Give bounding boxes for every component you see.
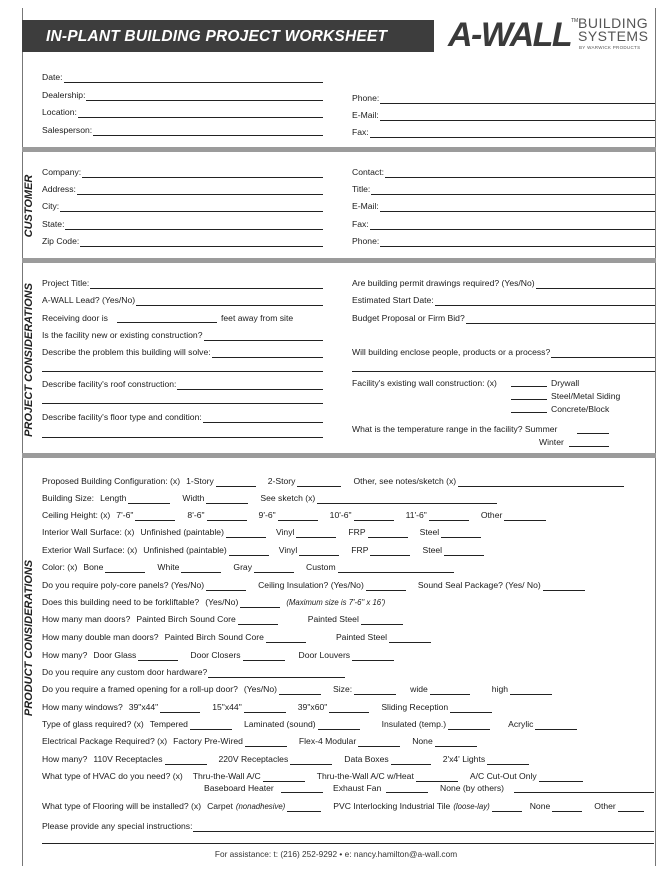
- field-label: Electrical Package Required? (x): [42, 736, 168, 746]
- worksheet-title: IN-PLANT BUILDING PROJECT WORKSHEET: [46, 28, 388, 45]
- rollup-input[interactable]: [279, 687, 321, 695]
- field-label: wide: [410, 684, 428, 694]
- field-label: Carpet: [207, 801, 233, 811]
- ceiling-other-input[interactable]: [504, 513, 546, 521]
- field-label: How many?: [42, 754, 88, 764]
- field-label: Sliding Reception: [381, 702, 449, 712]
- field-label: Thru-the-Wall A/C: [192, 771, 261, 781]
- special-instructions-field[interactable]: Please provide any special instructions:: [42, 821, 654, 832]
- window-39x44-input[interactable]: [160, 705, 200, 713]
- section-divider: [22, 147, 656, 152]
- receptacles-row: [42, 754, 529, 765]
- steel-siding-label: Steel/Metal Siding: [551, 391, 621, 401]
- int-steel-check[interactable]: [441, 530, 481, 538]
- field-label: Type of glass required? (x): [42, 719, 144, 729]
- ext-steel-check[interactable]: [444, 548, 484, 556]
- glass-acrylic-check[interactable]: [535, 722, 577, 730]
- door-options-row: [42, 650, 394, 661]
- field-label: Sound Seal Package? (Yes/ No): [417, 580, 541, 590]
- field-label: Unfinished (paintable): [140, 527, 224, 537]
- poly-core-input[interactable]: [206, 583, 246, 591]
- field-label: (Maximum size is 7'-6" x 16'): [286, 598, 386, 607]
- lights-input[interactable]: [487, 757, 529, 765]
- rollup-size-input[interactable]: [354, 687, 396, 695]
- roof-line-2[interactable]: [42, 403, 323, 404]
- field-label: What type of HVAC do you need? (x): [42, 771, 183, 781]
- field-label: 8'-6": [187, 510, 205, 520]
- field-label: Size:: [333, 684, 353, 694]
- ceiling-row: [42, 510, 546, 521]
- glass-laminated-check[interactable]: [318, 722, 360, 730]
- baseboard-heater-check[interactable]: [281, 792, 323, 793]
- field-label: Painted Birch Sound Core: [136, 614, 236, 624]
- new-existing-field[interactable]: Is the facility new or existing construction?: [42, 330, 323, 341]
- field-label: Other: [480, 510, 503, 520]
- flooring-row: [42, 801, 644, 812]
- state-field[interactable]: State:: [42, 219, 323, 230]
- roof-field[interactable]: Describe facility's roof construction:: [42, 379, 323, 390]
- field-label: 110V Receptacles: [93, 754, 163, 764]
- drywall-label: Drywall: [551, 378, 580, 388]
- field-label: FRP: [351, 545, 369, 555]
- two-story-check[interactable]: [297, 479, 341, 487]
- field-label: Exterior Wall Surface: (x): [42, 545, 138, 555]
- field-label: A/C Cut-Out Only: [469, 771, 537, 781]
- field-label: Tempered: [149, 719, 188, 729]
- salesperson-field[interactable]: Salesperson:: [42, 125, 323, 136]
- man-doors-row: [42, 614, 403, 625]
- field-label: Ceiling Insulation? (Yes/No): [258, 580, 364, 590]
- field-label: See sketch (x): [260, 493, 316, 503]
- ceiling-10-6-check[interactable]: [354, 513, 394, 521]
- email-field[interactable]: E-Mail:: [352, 110, 655, 121]
- field-label: How many man doors?: [42, 614, 131, 624]
- special-instructions-line-2[interactable]: [42, 843, 654, 844]
- field-label: Building Size:: [42, 493, 95, 503]
- data-boxes-input[interactable]: [391, 757, 431, 765]
- field-label: Do you require poly-core panels? (Yes/No): [42, 580, 205, 590]
- floor-none-check[interactable]: [552, 804, 582, 812]
- field-label: Proposed Building Configuration: (x): [42, 476, 181, 486]
- field-label: Thru-the-Wall A/C w/Heat: [316, 771, 414, 781]
- forklift-row: [42, 597, 385, 608]
- field-label: Door Glass: [93, 650, 137, 660]
- field-label: Door Closers: [190, 650, 241, 660]
- field-label: Interior Wall Surface: (x): [42, 527, 135, 537]
- sliding-reception-input[interactable]: [450, 705, 492, 713]
- field-label: 10'-6": [329, 510, 352, 520]
- field-label: What type of Flooring will be installed? (x): [42, 801, 202, 811]
- enclose-line-2[interactable]: [352, 371, 655, 372]
- receiving-door-label: Receiving door is: [42, 313, 108, 323]
- rollup-wide-input[interactable]: [430, 687, 470, 695]
- field-label: 220V Receptacles: [218, 754, 289, 764]
- window-39x60-input[interactable]: [329, 705, 369, 713]
- color-custom-input[interactable]: [338, 565, 454, 573]
- field-label: Data Boxes: [344, 754, 389, 764]
- budget-field[interactable]: Budget Proposal or Firm Bid?: [352, 313, 655, 324]
- project-title-field[interactable]: Project Title:: [42, 278, 323, 289]
- door-glass-input[interactable]: [138, 653, 178, 661]
- logo-building-systems: BUILDING SYSTEMS: [578, 15, 649, 44]
- glass-row: [42, 719, 577, 730]
- config-row: [42, 476, 624, 487]
- 110v-input[interactable]: [165, 757, 207, 765]
- field-label: 11'-6": [405, 510, 427, 520]
- field-label: Steel: [422, 545, 443, 555]
- exhaust-fan-check[interactable]: [386, 792, 428, 793]
- windows-row: [42, 702, 492, 713]
- exhaust-fan-label: Exhaust Fan: [333, 783, 382, 793]
- receiving-door-suffix: feet away from site: [221, 313, 294, 323]
- product-section-label: PRODUCT CONSIDERATIONS: [23, 559, 35, 717]
- field-label: (Yes/No): [205, 597, 239, 607]
- interior-wall-row: [42, 527, 481, 538]
- receiving-door-input[interactable]: [117, 322, 217, 323]
- int-vinyl-check[interactable]: [296, 530, 336, 538]
- double-doors-row: [42, 632, 431, 643]
- ceiling-insulation-input[interactable]: [366, 583, 406, 591]
- problem-field[interactable]: Describe the problem this building will solve:: [42, 347, 323, 358]
- hvac-none-check[interactable]: [514, 792, 654, 793]
- field-label: Length: [100, 493, 127, 503]
- field-label: PVC Interlocking Industrial Tile: [333, 801, 451, 811]
- field-label: Insulated (temp.): [381, 719, 447, 729]
- winter-temp-input[interactable]: [569, 446, 609, 447]
- hvac-none-label: None (by others): [440, 783, 505, 793]
- assistance-footer: For assistance: t: (216) 252-9292 • e: nancy.hamilton@a-wall.com: [214, 849, 458, 859]
- door-louvers-input[interactable]: [352, 653, 394, 661]
- floor-field[interactable]: Describe facility's floor type and condition:: [42, 412, 323, 423]
- hvac-row: [42, 771, 583, 782]
- project-section-label: PROJECT CONSIDERATIONS: [23, 283, 35, 437]
- contact-title-field[interactable]: Title:: [352, 184, 655, 195]
- concrete-check[interactable]: [511, 412, 547, 413]
- field-label: (loose-lay): [453, 802, 490, 811]
- field-label: 9'-6": [258, 510, 276, 520]
- panels-row: [42, 580, 585, 591]
- permit-field[interactable]: Are building permit drawings required? (Yes/No): [352, 278, 655, 289]
- a-wall-lead-field[interactable]: A-WALL Lead? (Yes/No): [42, 295, 323, 306]
- double-door-steel-input[interactable]: [389, 635, 431, 643]
- logo-byline: BY WARWICK PRODUCTS: [579, 45, 641, 50]
- sound-seal-input[interactable]: [543, 583, 585, 591]
- field-label: Vinyl: [278, 545, 298, 555]
- size-row: [42, 493, 497, 504]
- address-field[interactable]: Address:: [42, 184, 323, 195]
- field-label: Gray: [233, 562, 253, 572]
- field-label: How many double man doors?: [42, 632, 159, 642]
- color-row: [42, 562, 454, 573]
- ext-frp-check[interactable]: [370, 548, 410, 556]
- customer-section-label: CUSTOMER: [23, 174, 35, 238]
- field-label: Do you require a framed opening for a roll-up door?: [42, 684, 238, 694]
- section-divider: [22, 453, 656, 458]
- color-white-check[interactable]: [181, 565, 221, 573]
- floor-line-2[interactable]: [42, 437, 323, 438]
- ac-cutout-check[interactable]: [539, 774, 583, 782]
- field-label: Painted Birch Sound Core: [164, 632, 264, 642]
- ceiling-11-6-check[interactable]: [429, 513, 469, 521]
- ext-unfinished-check[interactable]: [229, 548, 269, 556]
- pre-wired-check[interactable]: [245, 739, 287, 747]
- location-field[interactable]: Location:: [42, 107, 323, 118]
- color-gray-check[interactable]: [254, 565, 294, 573]
- ceiling-8-6-check[interactable]: [207, 513, 247, 521]
- enclose-field[interactable]: Will building enclose people, products or a process?: [352, 347, 655, 358]
- rollup-row: [42, 684, 552, 695]
- field-label: Does this building need to be forkliftable?: [42, 597, 200, 607]
- field-label: Ceiling Height: (x): [42, 510, 111, 520]
- start-date-field[interactable]: Estimated Start Date:: [352, 295, 655, 306]
- summer-temp-label: What is the temperature range in the facility? Summer: [352, 424, 558, 434]
- field-label: Painted Steel: [307, 614, 359, 624]
- color-bone-check[interactable]: [105, 565, 145, 573]
- customer-fax-field[interactable]: Fax:: [352, 219, 655, 230]
- company-field[interactable]: Company:: [42, 167, 323, 178]
- drywall-check[interactable]: [511, 386, 547, 387]
- 220v-input[interactable]: [290, 757, 332, 765]
- thru-wall-heat-check[interactable]: [416, 774, 458, 782]
- carpet-check[interactable]: [287, 804, 321, 812]
- field-label: White: [157, 562, 180, 572]
- one-story-check[interactable]: [216, 479, 256, 487]
- city-field[interactable]: City:: [42, 201, 323, 212]
- field-label: Vinyl: [275, 527, 295, 537]
- zip-field[interactable]: Zip Code:: [42, 236, 323, 247]
- door-closers-input[interactable]: [243, 653, 285, 661]
- field-label: Other, see notes/sketch (x): [353, 476, 457, 486]
- field-label: high: [491, 684, 509, 694]
- field-label: 39"x60": [297, 702, 328, 712]
- length-input[interactable]: [128, 496, 170, 504]
- field-label: Painted Steel: [335, 632, 388, 642]
- baseboard-heater-label: Baseboard Heater: [204, 783, 274, 793]
- field-label: FRP: [348, 527, 366, 537]
- field-label: Laminated (sound): [243, 719, 316, 729]
- flex4-check[interactable]: [358, 739, 400, 747]
- field-label: Acrylic: [508, 719, 534, 729]
- field-label: 2-Story: [267, 476, 296, 486]
- field-label: None: [412, 736, 433, 746]
- summer-temp-input[interactable]: [577, 433, 609, 434]
- ceiling-7-6-check[interactable]: [135, 513, 175, 521]
- int-frp-check[interactable]: [368, 530, 408, 538]
- dealership-field[interactable]: Dealership:: [42, 90, 323, 101]
- width-input[interactable]: [206, 496, 248, 504]
- a-wall-logo: [448, 16, 654, 56]
- exterior-wall-row: [42, 545, 484, 556]
- pvc-tile-check[interactable]: [492, 804, 522, 812]
- field-label: None: [529, 801, 551, 811]
- problem-line-2[interactable]: [42, 371, 323, 372]
- forklift-input[interactable]: [240, 600, 280, 608]
- floor-other-check[interactable]: [618, 804, 644, 812]
- field-label: Width: [182, 493, 205, 503]
- field-label: 39"x44": [128, 702, 159, 712]
- field-label: Bone: [83, 562, 104, 572]
- field-label: Custom: [306, 562, 336, 572]
- thru-wall-ac-check[interactable]: [263, 774, 305, 782]
- field-label: 1-Story: [186, 476, 214, 486]
- man-door-birch-input[interactable]: [238, 617, 278, 625]
- field-label: Color: (x): [42, 562, 78, 572]
- fax-field[interactable]: Fax:: [352, 127, 655, 138]
- glass-tempered-check[interactable]: [190, 722, 232, 730]
- custom-hardware-field[interactable]: Do you require any custom door hardware?: [42, 667, 345, 678]
- field-label: How many windows?: [42, 702, 123, 712]
- contact-field[interactable]: Contact:: [352, 167, 655, 178]
- wall-construction-label: Facility's existing wall construction: (x): [352, 378, 497, 388]
- rollup-high-input[interactable]: [510, 687, 552, 695]
- electrical-none-check[interactable]: [435, 739, 477, 747]
- sketch-input[interactable]: [317, 496, 497, 504]
- section-divider: [22, 258, 656, 263]
- steel-siding-check[interactable]: [511, 399, 547, 400]
- electrical-row: [42, 736, 477, 747]
- ext-vinyl-check[interactable]: [299, 548, 339, 556]
- field-label: Steel: [419, 527, 440, 537]
- field-label: 15"x44": [212, 702, 242, 712]
- field-label: 7'-6": [116, 510, 134, 520]
- customer-email-field[interactable]: E-Mail:: [352, 201, 655, 212]
- field-label: 2'x4' Lights: [442, 754, 486, 764]
- logo-wordmark: A-WALL: [448, 16, 572, 54]
- field-label: (nonadhesive): [235, 802, 286, 811]
- field-label: Factory Pre-Wired: [173, 736, 243, 746]
- double-door-birch-input[interactable]: [266, 635, 306, 643]
- customer-phone-field[interactable]: Phone:: [352, 236, 655, 247]
- concrete-label: Concrete/Block: [551, 404, 610, 414]
- other-config-input[interactable]: [458, 479, 624, 487]
- field-label: Flex-4 Modular: [298, 736, 357, 746]
- title-bar: [22, 20, 434, 52]
- ceiling-9-6-check[interactable]: [278, 513, 318, 521]
- field-label: Door Louvers: [298, 650, 351, 660]
- date-field[interactable]: Date:: [42, 72, 323, 83]
- glass-insulated-check[interactable]: [448, 722, 490, 730]
- field-label: (Yes/No): [243, 684, 277, 694]
- field-label: Other: [594, 801, 616, 811]
- logo-trademark: TM: [571, 18, 579, 24]
- man-door-steel-input[interactable]: [361, 617, 403, 625]
- int-unfinished-check[interactable]: [226, 530, 266, 538]
- window-15x44-input[interactable]: [244, 705, 286, 713]
- field-label: How many?: [42, 650, 88, 660]
- winter-temp-label: Winter: [539, 437, 564, 447]
- phone-field[interactable]: Phone:: [352, 93, 655, 104]
- field-label: Unfinished (paintable): [143, 545, 227, 555]
